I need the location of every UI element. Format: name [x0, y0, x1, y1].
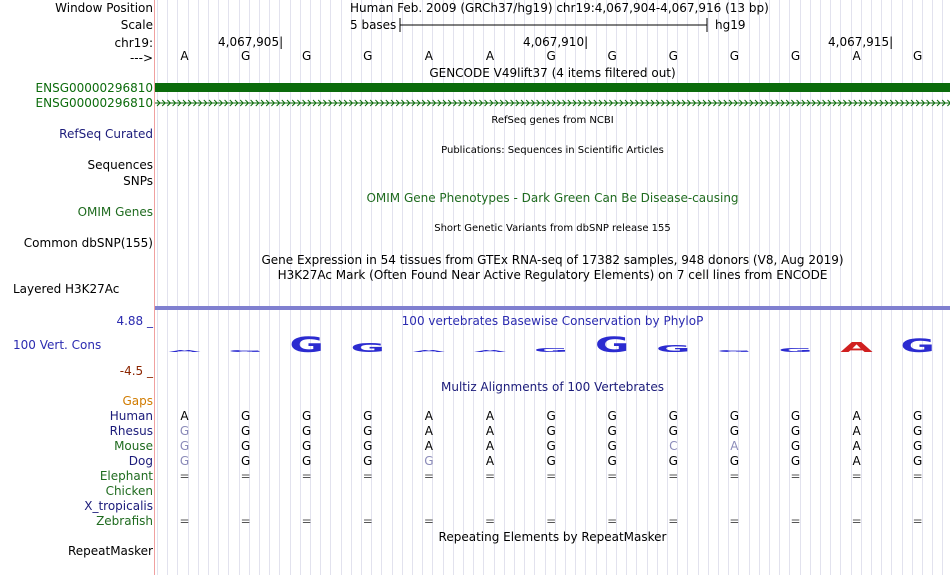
repeatmasker-label[interactable]: RepeatMasker — [67, 544, 153, 558]
chrom-label: chr19: — [114, 36, 153, 50]
reference-base: G — [913, 49, 923, 63]
coord-1: 4,067,905| — [218, 35, 284, 49]
track-display-area[interactable] — [155, 0, 950, 575]
alignment-base: G — [546, 424, 556, 438]
alignment-base: = — [851, 469, 862, 483]
alignment-base: = — [301, 514, 312, 528]
alignment-base: G — [913, 424, 923, 438]
alignment-base: G — [729, 409, 740, 423]
alignment-base: = — [729, 514, 740, 528]
refseq-title: RefSeq genes from NCBI — [491, 115, 614, 126]
multiz-title: Multiz Alignments of 100 Vertebrates — [440, 380, 665, 394]
alignment-base: = — [179, 469, 190, 483]
publications-title: Publications: Sequences in Scientific Articles — [441, 145, 664, 156]
alignment-base: G — [913, 454, 923, 468]
alignment-base: A — [424, 424, 433, 438]
h3k27ac-label[interactable]: Layered H3K27Ac — [13, 282, 120, 296]
alignment-base: = — [362, 469, 373, 483]
alignment-base: = — [423, 514, 434, 528]
alignment-base: G — [240, 439, 251, 453]
alignment-base: = — [668, 514, 679, 528]
omim-genes-label[interactable]: OMIM Genes — [77, 205, 153, 219]
alignment-base: C — [669, 439, 678, 453]
alignment-base: G — [363, 454, 373, 468]
alignment-base: A — [852, 424, 861, 438]
reference-base: G — [240, 49, 251, 63]
conservation-letter: G — [778, 347, 813, 354]
species-label[interactable]: Elephant — [99, 469, 153, 483]
position-text: Human Feb. 2009 (GRCh37/hg19) chr19:4,067,904-4,067,916 (13 bp) — [350, 1, 769, 15]
sequences-label[interactable]: Sequences — [87, 158, 153, 172]
alignment-base: G — [179, 439, 190, 453]
coord-3: 4,067,915| — [828, 35, 894, 49]
conservation-letter: G — [289, 332, 324, 358]
alignment-base: G — [302, 409, 312, 423]
alignment-base: G — [546, 439, 556, 453]
alignment-base: A — [730, 439, 739, 453]
reference-base: G — [729, 49, 740, 63]
gene-intron-line[interactable] — [155, 98, 950, 108]
alignment-base: A — [485, 409, 495, 423]
reference-base: G — [302, 49, 312, 63]
reference-base: A — [852, 49, 861, 63]
alignment-base: G — [302, 454, 312, 468]
h3k27ac-title: H3K27Ac Mark (Often Found Near Active Regulatory Elements) on 7 cell lines from ENCODE — [277, 268, 828, 282]
species-label[interactable]: X_tropicalis — [84, 499, 153, 513]
alignment-base: G — [668, 454, 678, 468]
alignment-base: G — [546, 454, 556, 468]
alignment-base: = — [668, 469, 679, 483]
alignment-base: = — [912, 469, 923, 483]
cons-max-label: 4.88 _ — [116, 314, 153, 328]
alignment-base: G — [729, 424, 740, 438]
alignment-base: G — [913, 409, 923, 423]
alignment-base: G — [913, 439, 923, 453]
conservation-letter: A — [412, 349, 446, 353]
alignment-base: A — [852, 439, 861, 453]
repeatmasker-title: Repeating Elements by RepeatMasker — [438, 530, 667, 544]
alignment-base: A — [852, 454, 861, 468]
alignment-base: G — [240, 424, 251, 438]
gaps-label: Gaps — [122, 394, 153, 408]
scale-label: Scale — [120, 18, 153, 32]
conservation-letter: A — [840, 340, 873, 356]
alignment-base: G — [302, 424, 312, 438]
gene-thick-bar[interactable] — [155, 83, 950, 92]
alignment-base: G — [668, 424, 678, 438]
alignment-base: G — [179, 424, 190, 438]
species-label[interactable]: Dog — [128, 454, 153, 468]
alignment-base: = — [240, 514, 251, 528]
snps-label[interactable]: SNPs — [123, 174, 153, 188]
reference-base: A — [485, 49, 495, 63]
alignment-base: A — [424, 409, 433, 423]
scale-text: 5 bases — [350, 18, 397, 32]
alignment-base: = — [301, 469, 312, 483]
alignment-base: = — [423, 469, 434, 483]
alignment-base: = — [546, 514, 557, 528]
alignment-base: G — [546, 409, 556, 423]
phylop-title: 100 vertebrates Basewise Conservation by PhyloP — [401, 314, 704, 328]
reference-base: A — [180, 49, 189, 63]
track-labels-panel — [0, 0, 155, 575]
conservation-letter: G — [533, 347, 569, 354]
scale-bar — [398, 15, 710, 35]
dbsnp-title: Short Genetic Variants from dbSNP release 155 — [434, 223, 671, 234]
alignment-base: G — [240, 454, 251, 468]
gencode-title: GENCODE V49lift37 (4 items filtered out) — [429, 66, 676, 80]
alignment-base: = — [484, 514, 496, 528]
conservation-letter: G — [350, 340, 385, 356]
species-label[interactable]: Human — [109, 409, 153, 423]
alignment-base: G — [302, 439, 312, 453]
alignment-base: G — [790, 439, 801, 453]
alignment-base: G — [240, 409, 251, 423]
reference-base: G — [546, 49, 556, 63]
reference-base: G — [790, 49, 801, 63]
alignment-base: G — [424, 454, 434, 468]
strand-label: ---> — [129, 51, 153, 65]
species-label[interactable]: Chicken — [105, 484, 153, 498]
track-separator — [155, 306, 950, 310]
omim-title: OMIM Gene Phenotypes - Dark Green Can Be Disease-causing — [366, 191, 739, 205]
cons-min-label: -4.5 _ — [119, 364, 153, 378]
alignment-base: G — [363, 409, 373, 423]
reference-base: G — [668, 49, 678, 63]
species-label[interactable]: Mouse — [114, 439, 153, 453]
alignment-base: G — [668, 409, 678, 423]
alignment-base: G — [607, 439, 617, 453]
conservation-letter: A — [168, 349, 201, 353]
alignment-base: = — [790, 514, 801, 528]
alignment-base: = — [607, 469, 618, 483]
alignment-base: G — [363, 439, 373, 453]
alignment-base: = — [362, 514, 373, 528]
scale-db: hg19 — [715, 18, 746, 32]
conservation-letter: G — [228, 349, 263, 353]
gtex-title: Gene Expression in 54 tissues from GTEx RNA-seq of 17382 samples, 948 donors (V8, Aug 2019) — [261, 253, 844, 267]
alignment-base: = — [912, 514, 923, 528]
alignment-base: = — [179, 514, 190, 528]
coord-2: 4,067,910| — [523, 35, 589, 49]
refseq-curated-label[interactable]: RefSeq Curated — [59, 127, 153, 141]
window-position-label: Window Position — [55, 1, 153, 15]
species-label[interactable]: Zebrafish — [96, 514, 153, 528]
reference-base: G — [607, 49, 617, 63]
alignment-base: G — [179, 454, 190, 468]
alignment-base: = — [240, 469, 251, 483]
alignment-base: G — [607, 424, 617, 438]
alignment-base: A — [424, 439, 433, 453]
alignment-base: = — [607, 514, 618, 528]
alignment-base: = — [851, 514, 862, 528]
conservation-letter: G — [595, 331, 630, 358]
alignment-base: G — [790, 454, 801, 468]
alignment-base: A — [180, 409, 189, 423]
alignment-base: = — [546, 469, 557, 483]
gene-label-1[interactable]: ENSG00000296810 — [35, 81, 153, 95]
alignment-base: G — [729, 454, 740, 468]
alignment-base: A — [485, 424, 495, 438]
alignment-base: G — [790, 409, 801, 423]
conservation-letter: G — [900, 334, 935, 357]
alignment-base: = — [484, 469, 496, 483]
alignment-base: G — [363, 424, 373, 438]
conservation-letter: A — [473, 349, 507, 353]
conservation-letter: G — [717, 349, 752, 353]
alignment-base: G — [607, 454, 617, 468]
alignment-base: G — [790, 424, 801, 438]
species-label[interactable]: Rhesus — [109, 424, 153, 438]
reference-base: A — [424, 49, 433, 63]
alignment-base: A — [485, 454, 495, 468]
common-dbsnp-label[interactable]: Common dbSNP(155) — [23, 236, 153, 250]
conservation-plot — [155, 330, 950, 360]
alignment-base: G — [607, 409, 617, 423]
alignment-base: A — [485, 439, 495, 453]
alignment-base: A — [852, 409, 861, 423]
conservation-letter: G — [656, 343, 691, 355]
alignment-base: = — [729, 469, 740, 483]
gene-label-2[interactable]: ENSG00000296810 — [35, 96, 153, 110]
alignment-base: = — [790, 469, 801, 483]
reference-base: G — [363, 49, 373, 63]
vert-cons-label[interactable]: 100 Vert. Cons — [13, 338, 102, 352]
